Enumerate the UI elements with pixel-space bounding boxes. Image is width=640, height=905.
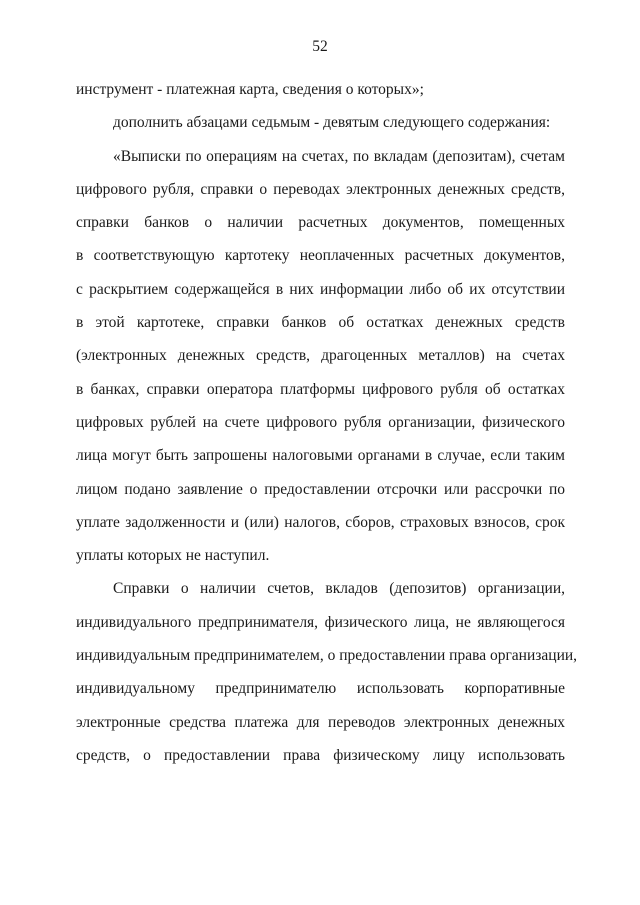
text-line: индивидуального предпринимателя, физического лица, не являющегося	[76, 613, 565, 631]
paragraph-continuation	[76, 73, 565, 106]
text-line: электронные средства платежа для переводов электронных денежных	[76, 713, 565, 731]
text-line: цифрового рубля, справки о переводах электронных денежных средств,	[76, 180, 565, 198]
text-line: Справки о наличии счетов, вкладов (депозитов) организации,	[113, 580, 565, 598]
text-line: инструмент - платежная карта, сведения о которых»;	[76, 81, 424, 98]
text-line: средств, о предоставлении права физическому лицу использовать	[76, 746, 565, 764]
text-line: в этой картотеке, справки банков об остатках денежных средств	[76, 314, 565, 332]
text-line: (электронных денежных средств, драгоценных металлов) на счетах	[76, 347, 565, 365]
text-line: с раскрытием содержащейся в них информации либо об их отсутствии	[76, 280, 565, 298]
page-number: 52	[312, 38, 328, 55]
text-line: дополнить абзацами седьмым - девятым следующего содержания:	[113, 114, 551, 132]
text-line: лица могут быть запрошены налоговыми органами в случае, если таким	[76, 447, 565, 465]
text-line: цифровых рублей на счете цифрового рубля организации, физического	[76, 413, 565, 431]
paragraph-amendment-instruction	[76, 106, 565, 139]
document-body	[76, 73, 578, 772]
text-line: индивидуальному предпринимателю использовать корпоративные	[76, 680, 565, 698]
text-line: в банках, справки оператора платформы цифрового рубля об остатках	[76, 380, 565, 398]
text-line: в соответствующую картотеку неоплаченных расчетных документов,	[76, 247, 565, 265]
paragraph-account-certificates	[76, 572, 578, 772]
text-line: уплате задолженности и (или) налогов, сборов, страховых взносов, срок	[76, 513, 565, 531]
text-line: справки банков о наличии расчетных документов, помещенных	[76, 214, 565, 232]
paragraph-statements	[76, 140, 565, 573]
text-line: уплаты которых не наступил.	[76, 547, 270, 565]
text-line: «Выписки по операциям на счетах, по вкладам (депозитам), счетам	[113, 147, 565, 165]
text-line: индивидуальным предпринимателем, о предоставлении права организации,	[76, 647, 578, 665]
text-line: лицом подано заявление о предоставлении отсрочки или рассрочки по	[76, 480, 565, 498]
